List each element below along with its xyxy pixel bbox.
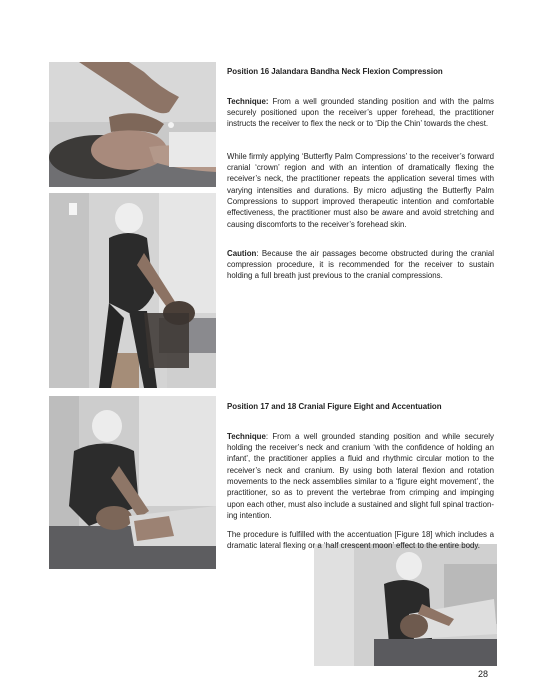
section-2-paragraph: The procedure is fulfilled with the accentuation [Figure 18] which includes a dramatic lateral flexing or a ‘half crescent moon’ effect to the entire body. [227,529,494,551]
technique-label: Technique: [227,96,269,106]
photo-standing-neck-compression [49,193,216,388]
caution-label: Caution [227,248,257,258]
section-1-caution [227,248,494,282]
section-2-title: Position 17 and 18 Cranial Figure Eight and Accentuation [227,402,442,411]
page-number: 28 [478,669,489,679]
photo-neck-flexion-closeup [49,62,216,187]
photo-cranial-figure-eight [49,396,216,569]
section-1-technique [227,96,494,130]
section-2-technique [227,431,494,521]
section-1-title: Position 16 Jalandara Bandha Neck Flexion Compression [227,67,443,76]
technique-text: : From a well grounded standing position and while securely holding the receiver’s neck and cranium ‘with the confidence of holding an infant’, the practitioner applies a fluid and rhythmic circular motion to the receiver’s neck and cranium. By using both lateral flexion and rotation movements to the neck assemblies similar to a ‘figure eight movement’, the practitioner, so as to prevent the vertebrae from crimping and impinging upon each other, must also include a sustained and slight full spinal traction-ing intention. [227,431,494,520]
caution-text: : Because the air passages become obstructed during the cranial compression procedure, it is recommended for the receiver to sustain holding a full breath just previous to the cranial compressions. [227,248,494,281]
section-1-paragraph: While firmly applying ‘Butterfly Palm Compressions’ to the receiver’s forward cranial ‘crown’ region and with an intention of dramatically flexing the receiver’s neck, the practitioner repeats the application several times with varying intensities and durations. By micro adjusting the Butterfly Palm Compressions to support improved therapeutic intention and comfortable effectiveness, the practitioner must also be aware and avoid stretching and causing discomforts to the receiver’s forehead skin. [227,151,494,229]
technique-label: Technique [227,431,266,441]
technique-text: From a well grounded standing position and with the palms securely positioned upon the receiver’s upper forehead, the practitioner instructs the receiver to flex the neck or to ‘Dip the Chin’ towards the chest. [227,96,494,129]
photo-accentuation [314,544,497,666]
